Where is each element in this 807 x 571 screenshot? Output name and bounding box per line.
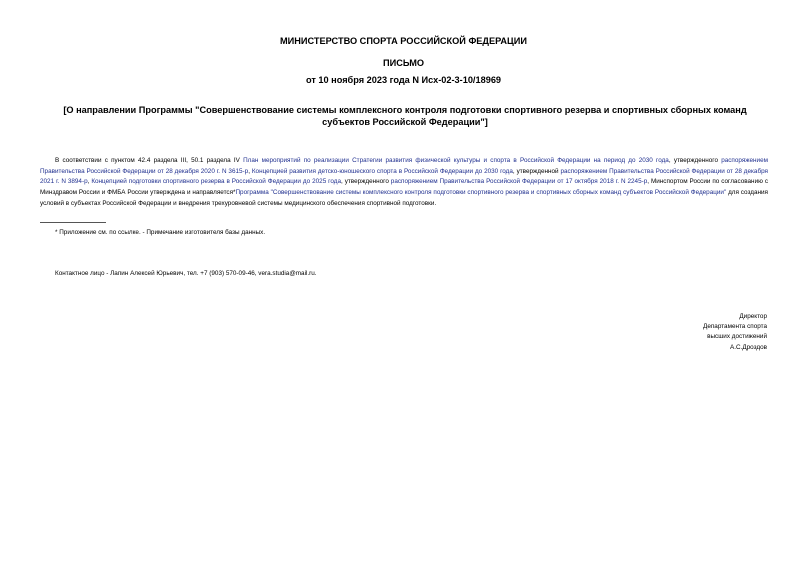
contact-person: Контактное лицо - Лапин Алексей Юрьевич, тел. +7 (903) 570-09-46, vera.studia@mail.ru.: [55, 270, 317, 277]
document-subject: [О направлении Программы "Совершенствование системы комплексного контроля подготовки спортивного резерва и спортивных сборных команд субъектов Российской Федерации"]: [63, 105, 747, 127]
link-youth-sport-concept[interactable]: Концепцией развития детско-юношеского спорта в Российской Федерации до 2030 года: [251, 167, 513, 175]
body-text-6: , утвержденного: [340, 178, 391, 186]
signature-title: Директор: [739, 313, 767, 320]
link-program[interactable]: Программа "Совершенствование системы комплексного контроля подготовки спортивного резерва и спортивных сборных команд субъектов Российской Федерации": [235, 189, 727, 197]
document-date-number: от 10 ноября 2023 года N Исх-02-3-10/18969: [305, 75, 502, 85]
signature-block: [703, 312, 767, 353]
link-order-3615[interactable]: распоряжением Правительства Российской Федерации от 28 декабря 2020 г. N 3615-р: [40, 157, 768, 175]
body-text-8: для создания условий в субъектах Российской Федерации и внедрения трехуровневой системы медицинского обеспечения спортивной подготовки.: [40, 189, 768, 207]
body-text-3: ,: [248, 167, 252, 175]
footnote-divider: [40, 222, 106, 223]
link-order-2245[interactable]: распоряжением Правительства Российской Федерации от 17 октября 2018 г. N 2245-р: [390, 178, 648, 186]
signature-department: Департамента спорта: [703, 323, 767, 331]
link-order-3894[interactable]: распоряжением Правительства Российской Федерации от 28 декабря 2021 г. N 3894-р: [40, 167, 768, 186]
letter-body: [40, 156, 768, 210]
body-text-5: ,: [87, 178, 92, 186]
ministry-heading: МИНИСТЕРСТВО СПОРТА РОССИЙСКОЙ ФЕДЕРАЦИИ: [280, 36, 527, 46]
link-reserve-concept[interactable]: Концепцией подготовки спортивного резерва в Российской Федерации до 2025 года: [91, 178, 341, 186]
footnote: * Приложение см. по ссылке. - Примечание изготовителя базы данных.: [55, 229, 266, 236]
link-strategy-plan[interactable]: План мероприятий по реализации Стратегии развития физической культуры и спорта в Российской Федерации на период до 2030 года: [243, 157, 669, 164]
body-text-7: , Минспортом России по согласованию с Минздравом России и ФМБА России утверждена и направляется*: [40, 178, 768, 197]
signature-name: А.С.Дроздов: [730, 343, 767, 351]
body-text-1: В соответствии с пунктом 42.4 раздела III, 50.1 раздела IV: [55, 157, 244, 164]
document-type: ПИСЬМО: [382, 58, 425, 68]
body-text-2: , утвержденного: [668, 157, 722, 164]
body-text-4: , утвержденной: [512, 167, 561, 175]
signature-department-2: высших достижений: [707, 333, 767, 341]
